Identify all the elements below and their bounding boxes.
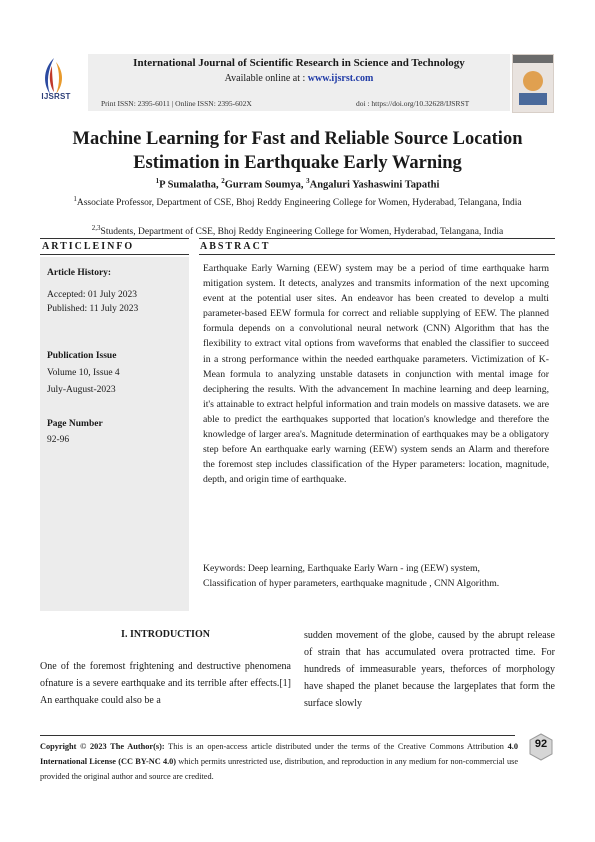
divider	[40, 254, 189, 255]
divider	[199, 254, 555, 255]
published-date: Published: 11 July 2023	[47, 304, 139, 314]
title-line-2: Estimation in Earthquake Early Warning	[133, 153, 462, 173]
doi-link[interactable]: doi : https://doi.org/10.32628/IJSRST	[356, 99, 470, 108]
abstract-heading: ABSTRACT	[200, 241, 271, 252]
logo-text: IJSRST	[41, 92, 71, 101]
article-info-heading: ARTICLEINFO	[42, 241, 135, 252]
page-number-label: Page Number	[47, 419, 103, 429]
introduction-heading: I. INTRODUCTION	[121, 629, 210, 640]
journal-title: International Journal of Scientific Research in Science and Technology	[133, 57, 465, 69]
publication-issue-label: Publication Issue	[47, 351, 117, 361]
body-column-left: One of the foremost frightening and destructive phenomena ofnature is a severe earthquake and its terrible after effects.[1] An earthquake could also be a	[40, 661, 291, 706]
abstract-text: Earthquake Early Warning (EEW) system may be a period of time earthquake harm mitigation system. It detects, analyzes and transmits information of the next upcoming event at the potential user sites. An endeavor has been created to develop a multi parameter-based EEW formula for correct and reliable supplying of EEW. The planned formula depends on a convolutional neural network (CNN) Algorithm that has the flexibility to extract vital options from waveforms that enabled the classifier to succeed in a strong performance within the needed earthquake parameters. Victimization of K-Mean formula to analyzing unstable datasets in conjunction with mental image for deciphering the results. With the advancement In machine learning and deep learning, it's attainable to extract helpful information and train models on massive datasets. we are able to predict the earthquakes supported that location's knowledge and therefore the knowledge of larger area's. Magnitude determination of earthquakes may be a obligatory step before An earthquake early warning (EEW) system sends an Alarm and therefore the foremost step includes classification of the Hyper parameters: location, magnitude, depth, and origin time of earthquake.	[203, 263, 549, 486]
volume-issue: Volume 10, Issue 4	[47, 368, 120, 378]
affiliation-2: $^{2,3}$Students, Department of CSE, Bhoj Reddy Engineering College for Women, Hyderabad, Telangana, India	[91, 224, 504, 238]
author-3: Angaluri Yashaswini Tapathi	[309, 179, 440, 191]
divider	[199, 238, 555, 239]
keywords: Keywords: Deep learning, Earthquake Early Warn - ing (EEW) system, Classification of hyper parameters, earthquake magnitude , CNN Algorithm.	[203, 563, 500, 590]
copyright-notice: Copyright © 2023 The Author(s): This is an open-access article distributed under the terms of the Creative Commons Attribution 4.0 International License (CC BY-NC 4.0) which permits unrestricted use, distribution, and reproduction in any medium for non-commercial use provided the original author and source are credited.	[40, 742, 519, 781]
author-list: $^1$P Sumalatha, $^2$Gurram Soumya, $^3$Angaluri Yashaswini Tapathi	[155, 177, 440, 191]
available-prefix: Available online at :	[224, 73, 308, 84]
paper-title	[40, 127, 555, 175]
body-column-right: sudden movement of the globe, caused by the abrupt release of strain that has accumulated overa protracted time. For hundreds of immeasurable years, theforces of morphology have shaped the planet because the largeplates that form the surface slowly	[304, 630, 555, 709]
affiliation-1: $^1$Associate Professor, Department of CSE, Bhoj Reddy Engineering College for Women, Hyderabad, Telangana, India	[73, 195, 522, 209]
issue-months: July-August-2023	[47, 385, 116, 395]
issn-line: Print ISSN: 2395-6011 | Online ISSN: 2395-602X	[101, 99, 252, 108]
available-online	[88, 73, 510, 84]
page-range: 92-96	[47, 435, 70, 445]
history-label: Article History:	[47, 268, 112, 278]
website-link[interactable]: www.ijsrst.com	[307, 73, 374, 84]
divider	[40, 238, 189, 239]
page-number: 92	[534, 738, 548, 750]
accepted-date: Accepted: 01 July 2023	[47, 290, 137, 300]
title-line-1: Machine Learning for Fast and Reliable Source Location	[72, 129, 523, 149]
footer-divider	[40, 735, 515, 736]
author-1: P Sumalatha,	[159, 179, 222, 191]
license-link[interactable]: 4.0 International License (CC BY-NC 4.0)	[40, 742, 519, 766]
journal-cover-image	[512, 54, 554, 113]
author-2: Gurram Soumya,	[224, 179, 307, 191]
